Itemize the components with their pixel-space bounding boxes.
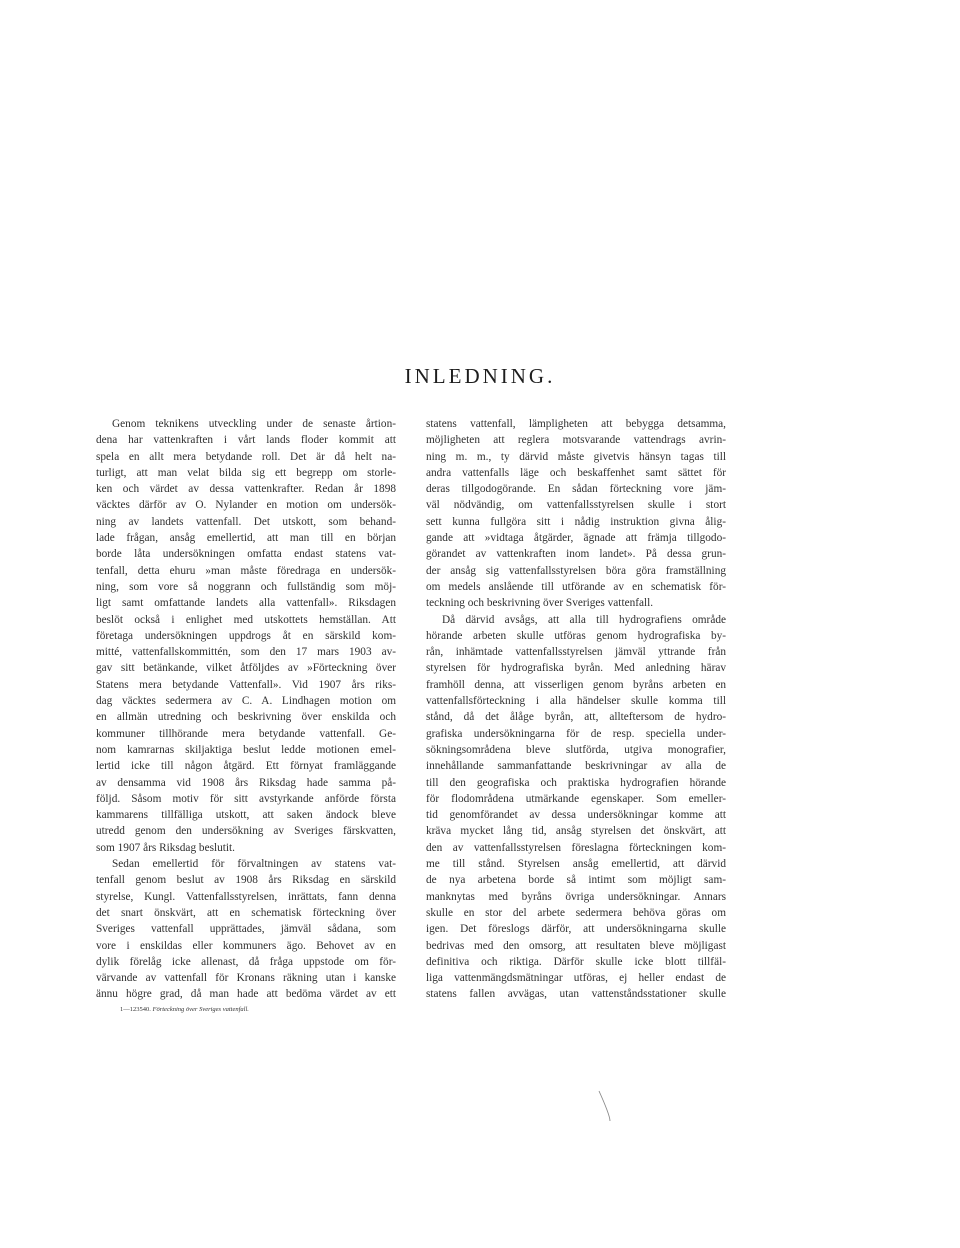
text-line: borde låta undersökningen omfatta endast statens vat- — [96, 548, 396, 561]
text-line: nom kamrarnas skiljaktiga beslut ledde motionen emel- — [96, 743, 396, 756]
text-line: lade frågan, ansåg emellertid, att man till en början — [96, 532, 396, 545]
text-line: statens fallen avvägas, utan vattenståndsstationer skulle — [426, 988, 726, 1001]
text-line: igen. Det föreslogs därför, att undersökningarna skulle — [426, 923, 726, 936]
text-line: teckning och beskrivning över Sveriges vattenfall. — [426, 597, 654, 610]
footnote-text: Förteckning över Sveriges vattenfall. — [152, 1006, 249, 1013]
text-line: väcktes därför av O. Nylander en motion om undersök- — [96, 499, 396, 512]
text-line: beslöt också i enlighet med utskottets hemställan. Att — [96, 613, 396, 626]
text-line: Sveriges vattenfall upprättades, jämväl sådana, som — [96, 923, 396, 936]
text-line: följd. Såsom motiv för sitt avstyrkande anförde första — [96, 792, 396, 805]
text-line: kräva mycket lång tid, ansåg styrelsen det önskvärt, att — [426, 825, 726, 838]
text-line: en allmän utredning och beskrivning över enskilda och — [96, 711, 396, 724]
text-line: vore i enskildas eller kommuners ägo. Behovet av en — [96, 939, 396, 952]
text-line: till den geografiska och praktiska hydrografien hörande — [426, 776, 726, 789]
text-line: sökningsområdena bleve slutförda, utgiva monografier, — [426, 743, 726, 756]
text-line: ning m. m., ty därvid måste givetvis hänsyn tagas till — [426, 450, 726, 463]
text-line: kommuner tillhörande mera betydande vattenfall. Ge- — [96, 727, 396, 740]
text-line: Då därvid avsågs, att alla till hydrografiens område — [442, 613, 726, 626]
text-line: stånd, då det ålåge byrån, att, allteftersom de hydro- — [426, 711, 726, 724]
right-text-column — [426, 416, 726, 1003]
text-line: kammarens tillfälliga utskott, att saken ändock bleve — [96, 809, 396, 822]
text-line: det snart önskvärt, att en schematisk förteckning över — [96, 906, 396, 919]
text-line: värvande av vattenfall för Kronans räkning utan i kanske — [96, 972, 396, 985]
text-line: möjligheten att reglera motsvarande vattendrags avrin- — [426, 434, 726, 447]
text-line: görandet av vattenkraften inom landet». På dessa grun- — [426, 548, 726, 561]
text-line: styrelsen för hydrografiska byrån. Med anledning härav — [426, 662, 726, 675]
text-line: me till stånd. Styrelsen ansåg emellertid, att därvid — [426, 858, 726, 871]
text-line: turligt, att man velat bilda sig ett begrepp om storle- — [96, 466, 396, 479]
text-line: styrelse, Kungl. Vattenfallsstyrelsen, inrättats, fann denna — [96, 890, 396, 903]
footnote-number: 1—123540. — [120, 1006, 151, 1013]
text-line: ning, som vore så noggrann och fullständig som möj- — [96, 580, 396, 593]
left-text-column — [96, 416, 396, 1003]
text-line: liga vattenmängdsmätningar utföras, ej heller endast de — [426, 972, 726, 985]
text-line: innehållande sammanfattande beskrivningar av alla de — [426, 760, 726, 773]
text-line: spela en allt mera betydande roll. Det är då helt na- — [96, 450, 396, 463]
text-line: Sedan emellertid för förvaltningen av statens vat- — [112, 858, 396, 871]
text-line: dena har vattenkraften i vårt lands floder kommit att — [96, 434, 396, 447]
footnote — [120, 1006, 249, 1013]
text-line: statens vattenfall, lämpligheten att bebygga detsamma, — [426, 418, 726, 430]
text-line: utredd genom den undersökning av Sveriges färskvatten, — [96, 825, 396, 838]
text-line: tenfall genom beslut av 1908 års Riksdag en särskild — [96, 874, 396, 887]
text-line: vattenfallsförteckning i alla händelser skulle komma till — [426, 695, 726, 708]
text-line: skulle en stor del arbete sedermera behöva göras om — [426, 906, 726, 919]
text-line: manknytas med byråns övriga undersökningar. Annars — [426, 890, 726, 903]
text-line: bedrivas med den omsorg, att resultaten bleve möjligast — [426, 939, 726, 952]
text-line: ligt samt omfattande landets alla vattenfall». Riksdagen — [96, 597, 396, 610]
text-line: väl nödvändig, om vattenfallsstyrelsen skulle i stort — [426, 499, 726, 512]
text-line: framhöll denna, att visserligen genom byråns arbeten en — [426, 678, 726, 691]
text-line: av densamma vid 1908 års Riksdag hade samma på- — [96, 776, 396, 789]
text-line: sett kunna fullgöra sitt i nådig instruktion givna ålig- — [426, 515, 726, 528]
stray-pen-mark — [598, 1090, 612, 1122]
text-line: Genom teknikens utveckling under de senaste årtion- — [112, 418, 396, 430]
text-line: hörande arbeten skulle utföras genom hydrografiska by- — [426, 629, 726, 642]
text-line: mitté, vattenfallskommittén, som den 17 mars 1903 av- — [96, 646, 396, 659]
text-line: rån, inhämtade vattenfallsstyrelsen jämväl yttrande från — [426, 646, 726, 659]
text-line: om medels anslående till utförande av en schematisk för- — [426, 580, 726, 593]
text-line: tenfall, detta ehuru »man måste föredraga en undersök- — [96, 564, 396, 577]
text-line: gav sitt betänkande, vilket åtföljdes av »Förteckning över — [96, 662, 396, 675]
text-line: dag väcktes sedermera av C. A. Lindhagen motion om — [96, 695, 396, 708]
text-line: som 1907 års Riksdag beslutit. — [96, 841, 236, 854]
text-line: företaga undersökningen uppdrogs åt en särskild kom- — [96, 629, 396, 642]
text-line: ännu högre grad, då man hade att bedöma värdet av ett — [96, 988, 396, 1001]
text-line: definitiva och riktiga. Därför skulle icke blott tillfäl- — [426, 955, 726, 968]
text-line: lertid icke till någon åtgärd. Ett förnyat framläggande — [96, 760, 396, 773]
text-line: grafiska undersökningarna för de resp. speciella under- — [426, 727, 726, 740]
text-line: der ansåg sig vattenfallsstyrelsen böra göra framställning — [426, 564, 726, 577]
text-line: tid genomförandet av dessa undersökningar komme att — [426, 809, 726, 822]
text-line: ken och värdet av dessa vattenkrafter. Redan år 1898 — [96, 483, 396, 496]
text-line: ning av landets vattenfall. Det utskott, som behand- — [96, 515, 396, 528]
text-line: dylik förelåg icke allenast, då fråga uppstode om för- — [96, 955, 396, 968]
text-line: den av vattenfallsstyrelsen föreslagna förteckningen kom- — [426, 841, 726, 854]
text-line: deras tillgodogörande. En sådan förteckning vore jäm- — [426, 483, 726, 496]
text-line: de nya arbetena borde så intimt som möjligt sam- — [426, 874, 726, 887]
text-line: andra vattenfalls läge och beskaffenhet samt sättet för — [426, 466, 726, 479]
text-line: gande att »vidtaga åtgärder, ägnade att främja tillgodo- — [426, 532, 726, 545]
page-title: INLEDNING. — [404, 364, 556, 388]
text-line: för flodområdena utmärkande egenskaper. Som emeller- — [426, 792, 726, 805]
text-line: Statens mera betydande Vattenfall». Vid 1907 års riks- — [96, 678, 396, 691]
